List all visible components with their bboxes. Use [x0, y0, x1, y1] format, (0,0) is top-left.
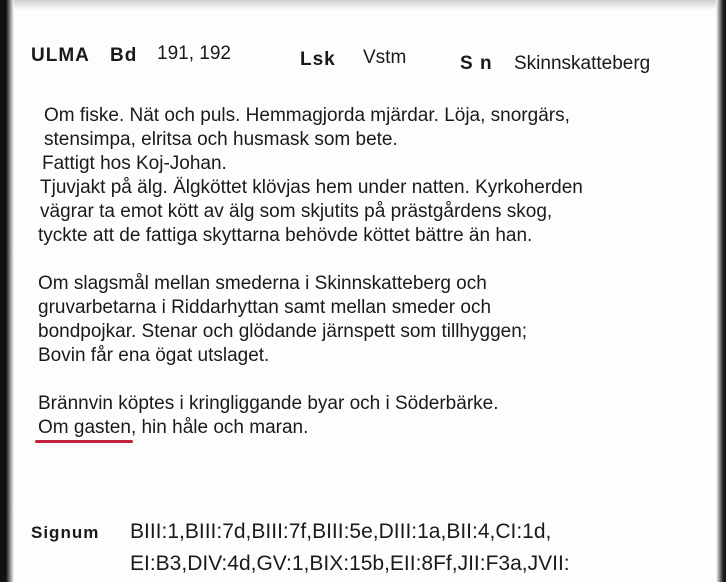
card-right-edge — [716, 0, 726, 582]
sn-value: Skinnskatteberg — [514, 53, 651, 74]
p2-line-1: Om slagsmål mellan smederna i Skinnskatteberg och — [38, 273, 487, 294]
ulma-label: ULMA — [31, 45, 90, 66]
signum-line-2: EI:B3,DIV:4d,GV:1,BIX:15b,EII:8Ff,JII:F3a,JVII: — [130, 552, 570, 575]
sn-label: S n — [460, 53, 493, 74]
underlined-phrase — [38, 417, 131, 438]
lsk-value: Vstm — [363, 47, 407, 68]
p1-line-1: Om fiske. Nät och puls. Hemmagjorda mjärdar. Löja, snorgärs, — [44, 105, 570, 126]
p2-line-2: gruvarbetarna i Riddarhyttan samt mellan smeder och — [38, 297, 492, 318]
bd-value: 191, 192 — [157, 43, 231, 64]
card-body — [38, 104, 708, 440]
underlined-text: Om gasten — [38, 417, 131, 438]
lsk-label: Lsk — [300, 49, 336, 70]
signum-line-1: BIII:1,BIII:7d,BIII:7f,BIII:5e,DIII:1a,BII:4,CI:1d, — [130, 520, 552, 543]
p1-line-3: Fattigt hos Koj-Johan. — [42, 153, 227, 174]
p1-line-4: Tjuvjakt på älg. Älgköttet klövjas hem under natten. Kyrkoherden — [40, 177, 583, 198]
p1-line-6: tyckte att de fattiga skyttarna behövde köttet bättre än han. — [38, 225, 533, 246]
p3-line-1: Brännvin köptes i kringliggande byar och i Söderbärke. — [38, 393, 499, 414]
signum-label: Signum — [31, 523, 100, 542]
p1-line-5: vägrar ta emot kött av älg som skjutits på prästgårdens skog, — [40, 201, 553, 222]
card-top-edge — [0, 0, 726, 10]
p2-line-4: Bovin får ena ögat utslaget. — [38, 345, 270, 366]
bd-label: Bd — [110, 45, 138, 66]
p3-line-2-rest: , hin håle och maran. — [130, 417, 309, 438]
p1-line-2: stensimpa, elritsa och husmask som bete. — [44, 129, 398, 150]
p3-line-2 — [38, 416, 708, 440]
p2-line-3: bondpojkar. Stenar och glödande järnspett som tillhyggen; — [38, 321, 528, 342]
card-left-edge — [0, 0, 14, 582]
red-underline-mark — [35, 440, 133, 443]
